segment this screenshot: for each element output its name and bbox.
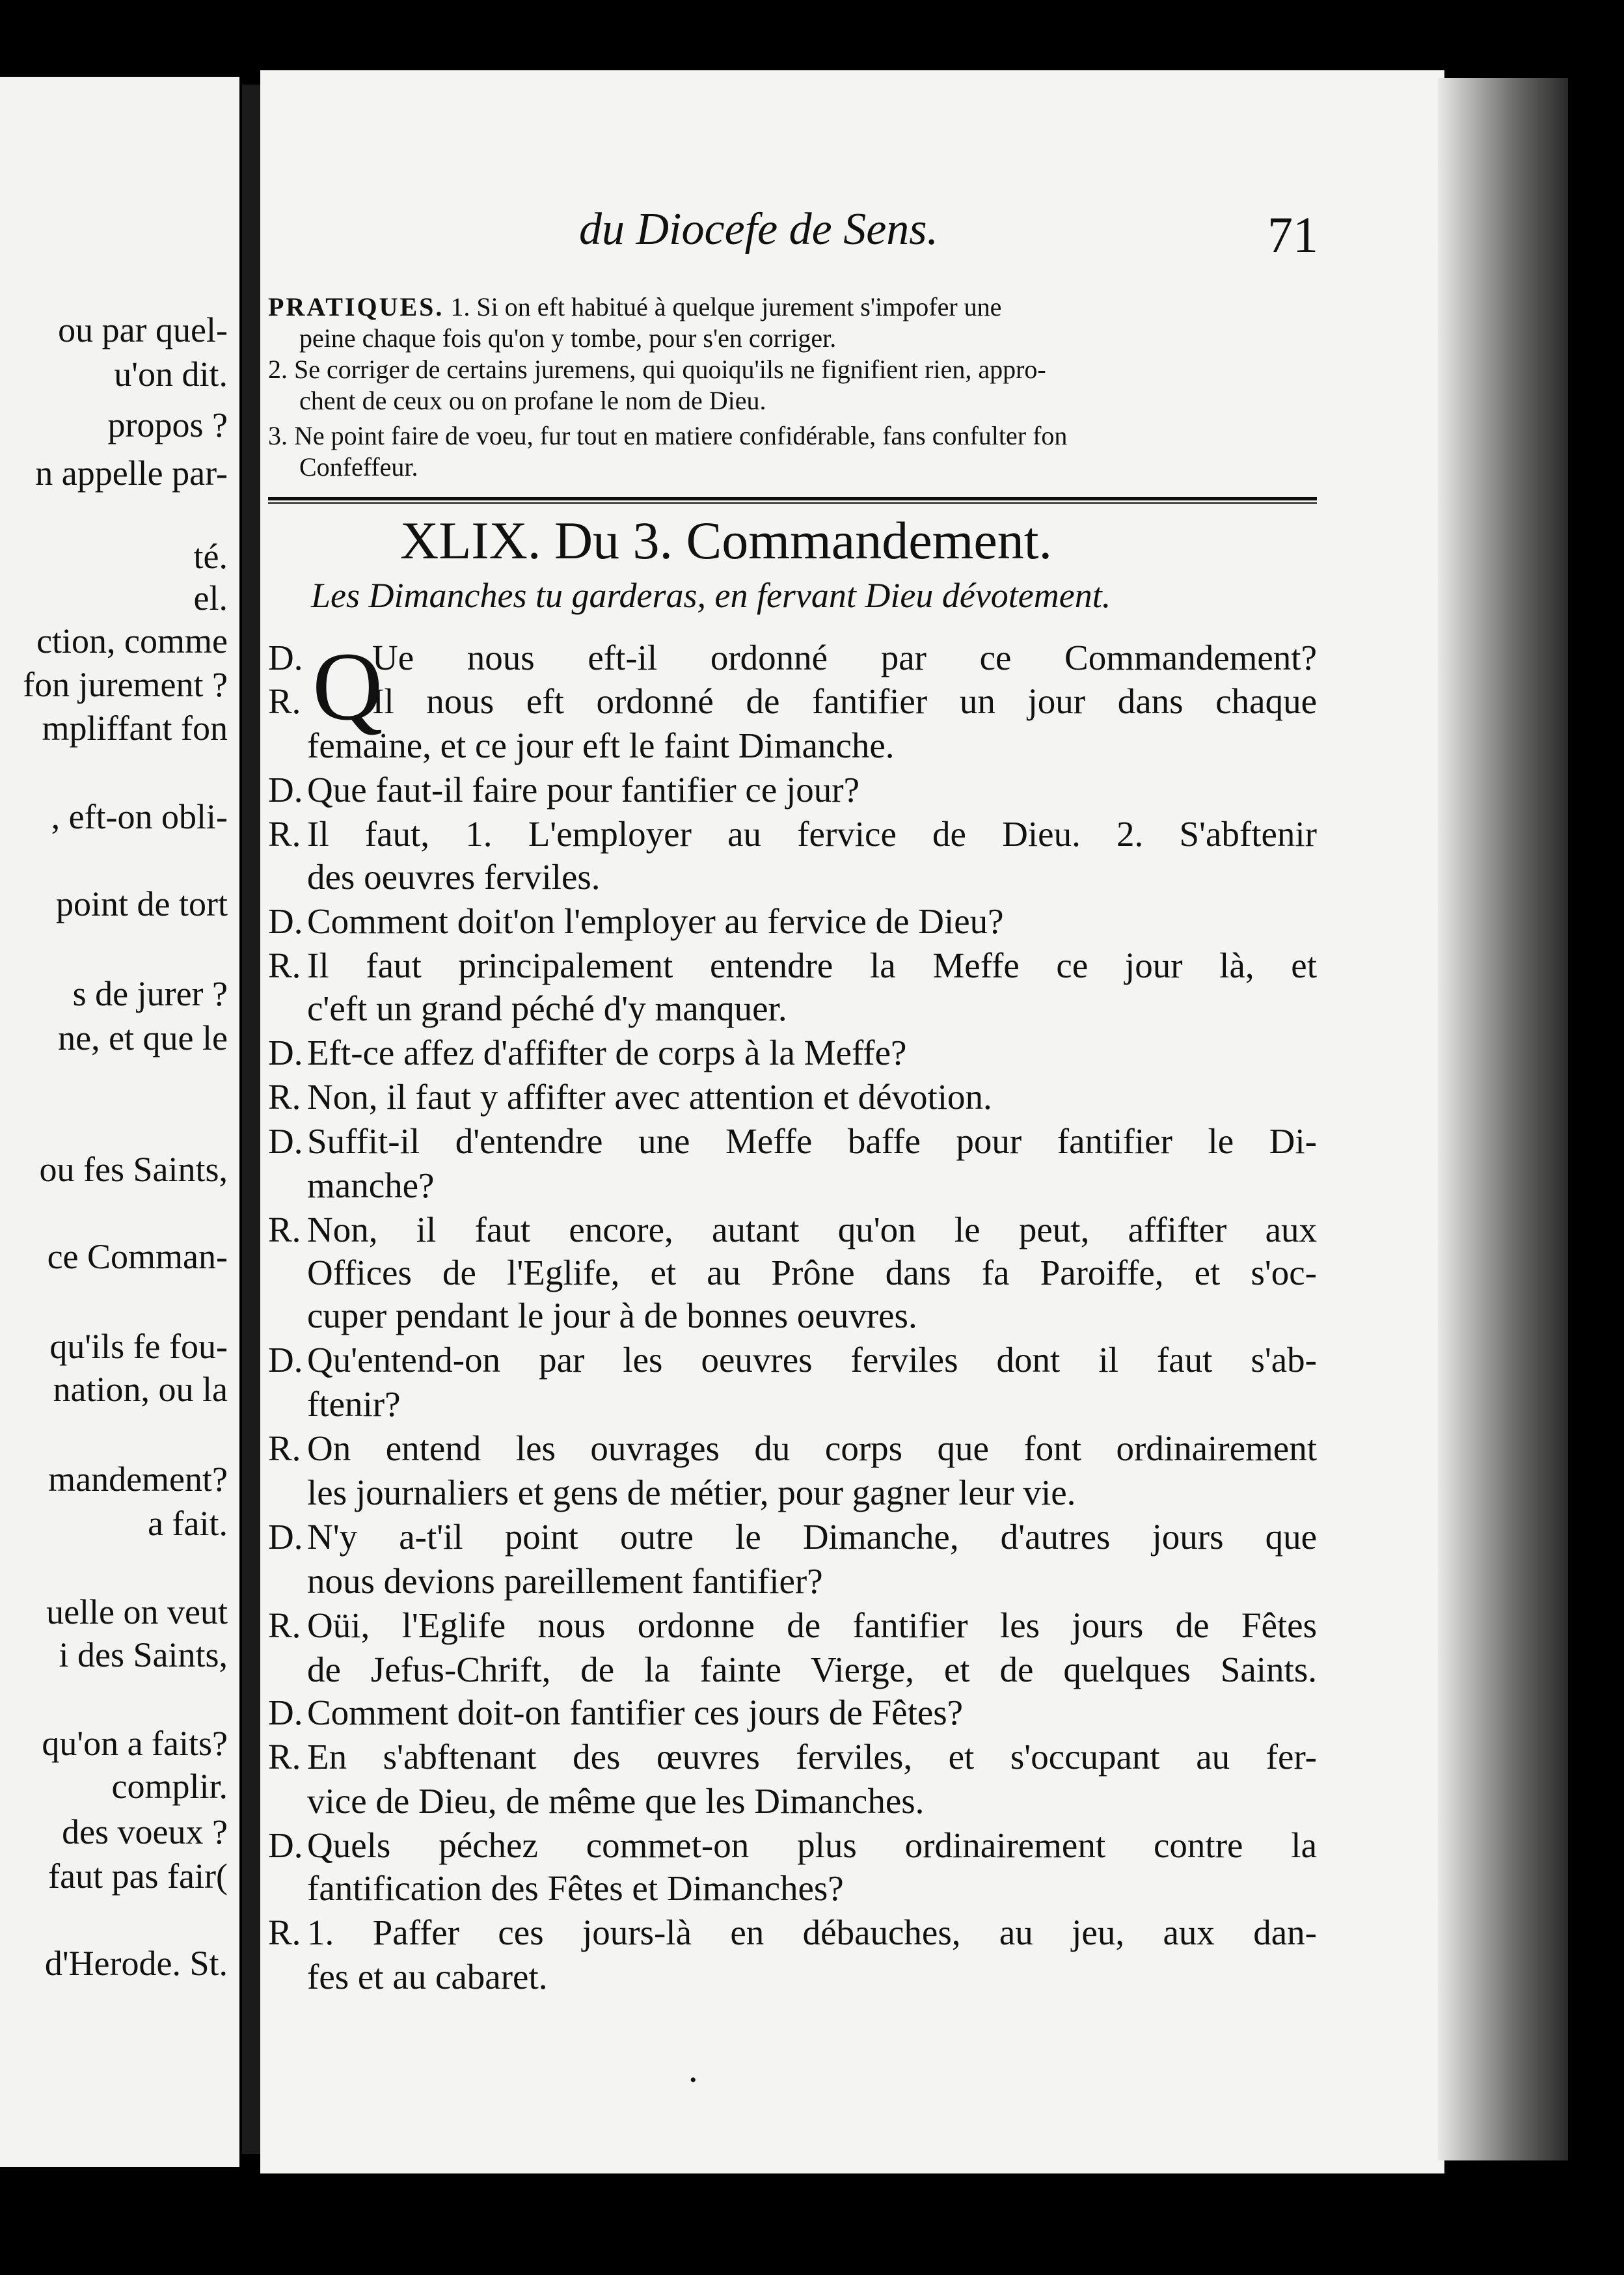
dialogue-text: Il nous eft ordonné de fantifier un jour dans chaque: [372, 681, 1317, 721]
dialogue-line: [268, 903, 1317, 939]
dialogue-speaker-label: R.: [268, 1428, 301, 1468]
dialogue-speaker-label: R.: [268, 814, 301, 854]
dialogue-speaker-label: R.: [268, 1737, 301, 1777]
left-page-line: a fait.: [148, 1504, 228, 1543]
dialogue-text: En s'abftenant des œuvres ferviles, et s'occupant au fer-: [307, 1737, 1317, 1777]
dialogue-line: [307, 1563, 1317, 1599]
dialogue-line: [268, 640, 1317, 675]
dialogue-text: Non, il faut encore, autant qu'on le peut, affifter aux: [307, 1210, 1317, 1249]
dialogue-speaker-label: R.: [268, 1077, 301, 1117]
dialogue-speaker-label: D.: [268, 638, 303, 677]
left-page-line: n appelle par-: [35, 454, 228, 493]
dialogue-text: Comment doit'on l'employer au fervice de Dieu?: [307, 901, 1004, 941]
left-page-line: d'Herode. St.: [44, 1944, 228, 1983]
dialogue-line: [307, 1652, 1317, 1687]
dialogue-speaker-label: R.: [268, 1605, 301, 1645]
dialogue-line: [268, 1430, 1317, 1466]
pratiques-text: chent de ceux ou on profane le nom de Dieu.: [299, 386, 766, 415]
dialogue-text: nous devions pareillement fantifier?: [307, 1561, 823, 1601]
pratiques-line: [299, 454, 418, 480]
dialogue-text: Quels péchez commet-on plus ordinairement contre la: [307, 1825, 1317, 1865]
left-page-line: ou par quel-: [58, 310, 228, 349]
dialogue-line: [307, 1298, 1317, 1333]
dialogue-text: Non, il faut y affifter avec attention et dévotion.: [307, 1077, 992, 1117]
running-title: du Diocefe de Sens.: [579, 204, 939, 254]
dialogue-text: fantification des Fêtes et Dimanches?: [307, 1868, 844, 1908]
dialogue-text: des oeuvres ferviles.: [307, 857, 601, 897]
dialogue-text: Que faut-il faire pour fantifier ce jour?: [307, 770, 860, 810]
left-page-line: fon jurement ?: [23, 665, 228, 704]
pratiques-text: peine chaque fois qu'on y tombe, pour s'en corriger.: [299, 323, 837, 353]
dialogue-text: Oüi, l'Eglife nous ordonne de fantifier les jours de Fêtes: [307, 1605, 1317, 1645]
left-page-line: ou fes Saints,: [39, 1150, 228, 1189]
pratiques-line: [299, 325, 836, 351]
pratiques-line: [299, 388, 766, 414]
dialogue-text: Qu'entend-on par les oeuvres ferviles dont il faut s'ab-: [307, 1340, 1317, 1380]
dialogue-line: [307, 1255, 1317, 1290]
left-page-line: mpliffant fon: [42, 709, 228, 748]
dialogue-line: [268, 1739, 1317, 1775]
left-page-line: ne, et que le: [58, 1018, 228, 1057]
pratiques-line: [268, 357, 1046, 383]
dialogue-line: [268, 1607, 1317, 1643]
left-page-line: qu'ils fe fou-: [49, 1327, 228, 1366]
dialogue-line: [307, 1959, 1317, 1995]
left-page-line: el.: [193, 579, 228, 618]
dialogue-text: On entend les ouvrages du corps que font ordinairement: [307, 1428, 1317, 1468]
dialogue-speaker-label: D.: [268, 770, 303, 810]
left-page-line: ction, comme: [36, 621, 228, 661]
pratiques-text: Confeffeur.: [299, 452, 418, 482]
dialogue-text: ftenir?: [307, 1384, 401, 1424]
dialogue-line: [307, 1870, 1317, 1906]
left-page-line: nation, ou la: [53, 1370, 228, 1409]
dialogue-line: [268, 1079, 1317, 1115]
dialogue-text: de Jefus-Chrift, de la fainte Vierge, et de quelques Saints.: [307, 1650, 1317, 1689]
left-page-line: ce Comman-: [47, 1237, 228, 1276]
left-page-line: complir.: [111, 1767, 228, 1806]
pratiques-line: [268, 423, 1067, 449]
left-page-fragment: [0, 77, 239, 2167]
dialogue-text: les journaliers et gens de métier, pour gagner leur vie.: [307, 1473, 1076, 1512]
dialogue-text: N'y a-t'il point outre le Dimanche, d'autres jours que: [307, 1517, 1317, 1557]
pratiques-line: [268, 294, 1001, 320]
left-page-line: mandement?: [48, 1460, 228, 1499]
dialogue-line: [268, 1342, 1317, 1378]
dialogue-text: vice de Dieu, de même que les Dimanches.: [307, 1781, 925, 1821]
dialogue-speaker-label: D.: [268, 1517, 303, 1557]
dialogue-line: [307, 1167, 1317, 1203]
dialogue-line: [307, 1783, 1317, 1819]
dialogue-text: cuper pendant le jour à de bonnes oeuvres.: [307, 1296, 917, 1335]
left-page-line: i des Saints,: [59, 1635, 228, 1674]
dialogue-line: [268, 772, 1317, 808]
page-number: 71: [1267, 206, 1318, 263]
left-page-line: faut pas fair(: [48, 1857, 228, 1896]
dialogue-line: [268, 1212, 1317, 1247]
left-page-line: , eft-on obli-: [51, 797, 228, 836]
left-page-line: des voeux ?: [62, 1812, 228, 1851]
pratiques-text: 2. Se corriger de certains juremens, qui quoiqu'ils ne fignifient rien, appro-: [268, 355, 1046, 384]
left-page-line: té.: [193, 537, 228, 576]
dialogue-text: Suffit-il d'entendre une Meffe baffe pour fantifier le Di-: [307, 1121, 1317, 1161]
dialogue-line: [307, 728, 1317, 763]
dialogue-line: [307, 1386, 1317, 1422]
dialogue-line: [307, 990, 1317, 1026]
pratiques-label: PRATIQUES.: [268, 292, 444, 321]
dialogue-line: [268, 1695, 1317, 1730]
pratiques-text: 1. Si on eft habitué à quelque jurement s'impofer une: [450, 292, 1002, 321]
book-gutter: [242, 85, 260, 2154]
dialogue-speaker-label: R.: [268, 1913, 301, 1952]
dialogue-line: [307, 1475, 1317, 1510]
left-page-line: propos ?: [107, 405, 228, 444]
section-rule-thin: [268, 502, 1317, 504]
dialogue-line: [268, 1035, 1317, 1070]
dialogue-line: [268, 1123, 1317, 1159]
left-page-line: u'on dit.: [114, 355, 228, 394]
dialogue-speaker-label: D.: [268, 1340, 303, 1380]
left-page-line: s de jurer ?: [72, 974, 228, 1013]
dialogue-text: c'eft un grand péché d'y manquer.: [307, 988, 787, 1028]
dialogue-text: 1. Paffer ces jours-là en débauches, au jeu, aux dan-: [307, 1913, 1317, 1952]
dialogue-speaker-label: D.: [268, 1825, 303, 1865]
dialogue-speaker-label: R.: [268, 1210, 301, 1249]
dialogue-speaker-label: D.: [268, 1693, 303, 1732]
page-edge: [1438, 78, 1568, 2160]
dialogue-text: fes et au cabaret.: [307, 1957, 548, 1996]
left-page-line: point de tort: [56, 884, 228, 923]
left-page-line: uelle on veut: [46, 1592, 228, 1631]
dialogue-line: [268, 683, 1317, 719]
dialogue-text: Eft-ce affez d'affifter de corps à la Meffe?: [307, 1033, 907, 1072]
dialogue-line: [268, 947, 1317, 983]
dialogue-line: [268, 1519, 1317, 1555]
dialogue-text: manche?: [307, 1165, 435, 1205]
dialogue-speaker-label: D.: [268, 1121, 303, 1161]
dialogue-speaker-label: R.: [268, 681, 301, 721]
chapter-title: XLIX. Du 3. Commandement.: [400, 511, 1053, 570]
dialogue-text: Offices de l'Eglife, et au Prône dans fa Paroiffe, et s'oc-: [307, 1253, 1317, 1292]
dialogue-line: [268, 1914, 1317, 1950]
left-page-line: qu'on a faits?: [42, 1724, 228, 1763]
dialogue-text: Comment doit-on fantifier ces jours de Fêtes?: [307, 1693, 964, 1732]
dialogue-line: [268, 1827, 1317, 1863]
dialogue-text: Ue nous eft-il ordonné par ce Commandement?: [372, 638, 1317, 677]
dialogue-text: Il faut principalement entendre la Meffe ce jour là, et: [307, 946, 1317, 985]
dialogue-line: [268, 816, 1317, 852]
section-rule-thick: [268, 497, 1317, 500]
dialogue-line: [307, 859, 1317, 895]
dialogue-speaker-label: D.: [268, 901, 303, 941]
dialogue-speaker-label: D.: [268, 1033, 303, 1072]
dialogue-speaker-label: R.: [268, 946, 301, 985]
chapter-subtitle: Les Dimanches tu garderas, en fervant Dieu dévotement.: [311, 576, 1111, 615]
dialogue-text: Il faut, 1. L'employer au fervice de Dieu. 2. S'abftenir: [307, 814, 1317, 854]
dialogue-text: femaine, et ce jour eft le faint Dimanche.: [307, 726, 895, 765]
printer-mark: •: [690, 2069, 697, 2091]
drop-cap: Q: [312, 633, 383, 741]
pratiques-text: 3. Ne point faire de voeu, fur tout en matiere confidérable, fans confulter fon: [268, 421, 1068, 450]
